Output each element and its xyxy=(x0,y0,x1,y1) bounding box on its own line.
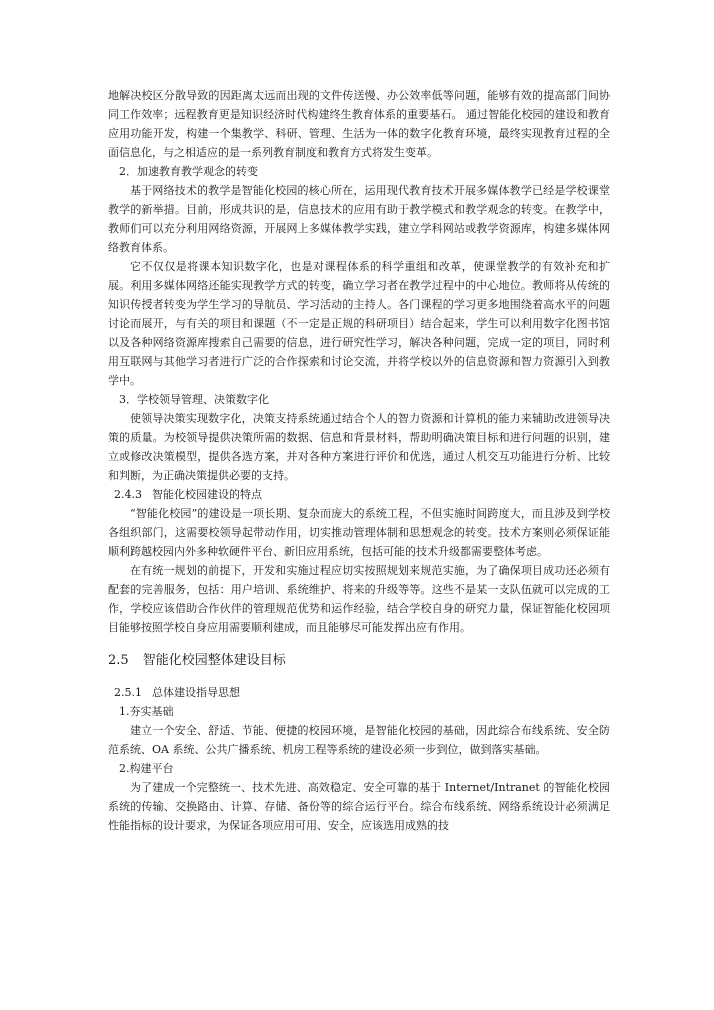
section-title: 智能化校园建设的特点 xyxy=(152,488,262,501)
numbered-heading: 2．加速教育教学观念的转变 xyxy=(119,165,258,178)
section-heading-2-5-1 xyxy=(108,683,610,702)
document-page xyxy=(108,86,610,835)
paragraph: 地解决校区分散导致的因距离太远而出现的文件传送慢、办公效率低等问题，能够有效的提高部门间协同工作效率；远程教育更是知识经济时代构建终生教育体系的重要基石。 通过智能化校园的建设和教育应用功能开发，构建一个集教学、科研、管理、生活为一体的数字化教育环境，最终实现教育过程的全面信息化，与之相适应的是一系列教育制度和教育方式将发生变革。 xyxy=(108,89,610,159)
list-item-heading: 2.构建平台 xyxy=(119,762,174,775)
paragraph: 建立一个安全、舒适、节能、便捷的校园环境，是智能化校园的基础，因此综合布线系统、安全防范系统、OA 系统、公共广播系统、机房工程等系统的建设必须一步到位，做到落实基础。 xyxy=(108,724,610,756)
paragraph: 在有统一规划的前提下，开发和实施过程应切实按照规划来规范实施，为了确保项目成功还必须有配套的完善服务，包括：用户培训、系统维护、将来的升级等等。这些不是某一支队伍就可以完成的工作，学校应该借助合作伙伴的管理规范优势和运作经验，结合学校自身的研究力量，保证智能化校园项目能够按照学校自身应用需要顺利建成，而且能够尽可能发挥出应有作用。 xyxy=(108,564,610,634)
paragraph: “智能化校园”的建设是一项长期、复杂而庞大的系统工程，不但实施时间跨度大，而且涉及到学校各组织部门，这需要校领导起带动作用，切实推动管理体制和思想观念的转变。技术方案则必须保证能顺利跨越校园内外多种软硬件平台、新旧应用系统，包括可能的技术升级都需要整体考虑。 xyxy=(108,507,610,558)
numbered-heading: 3．学校领导管理、决策数字化 xyxy=(119,393,269,406)
section-number: 2.5.1 xyxy=(114,686,142,699)
section-title: 总体建设指导思想 xyxy=(152,686,240,699)
section-heading-2-4-3 xyxy=(108,485,610,504)
section-heading-2-5 xyxy=(108,651,610,670)
section-number: 2.5 xyxy=(108,653,129,668)
section-title: 智能化校园整体建设目标 xyxy=(142,653,286,668)
paragraph: 基于网络技术的教学是智能化校园的核心所在，运用现代教育技术开展多媒体教学已经是学校课堂教学的新举措。目前，形成共识的是，信息技术的应用有助于教学模式和教学观念的转变。在教学中，教师们可以充分利用网络资源，开展网上多媒体教学实践，建立学科网站或教学资源库，构建多媒体网络教育体系。 xyxy=(108,184,610,254)
paragraph: 使领导决策实现数字化，决策支持系统通过结合个人的智力资源和计算机的能力来辅助改进领导决策的质量。为校领导提供决策所需的数据、信息和背景材料，帮助明确决策目标和进行问题的识别，建立或修改决策模型，提供各选方案，并对各种方案进行评价和优选，通过人机交互功能进行分析、比较和判断，为正确决策提供必要的支持。 xyxy=(108,412,610,482)
paragraph: 为了建成一个完整统一、技术先进、高效稳定、安全可靠的基于 Internet/Intranet 的智能化校园系统的传输、交换路由、计算、存储、备份等的综合运行平台。综合布线系统、网络系统设计必须满足性能指标的设计要求，为保证各项应用可用、安全，应该选用成熟的技 xyxy=(108,781,610,832)
list-item-heading: 1.夯实基础 xyxy=(119,705,174,718)
section-number: 2.4.3 xyxy=(114,488,142,501)
paragraph: 它不仅仅是将课本知识数字化，也是对课程体系的科学重组和改革，使课堂教学的有效补充和扩展。利用多媒体网络还能实现教学方式的转变，确立学习者在教学过程中的中心地位。教师将从传统的知识传授者转变为学生学习的导航员、学习活动的主持人。各门课程的学习更多地围绕着高水平的问题讨论而展开，与有关的项目和课题（不一定是正规的科研项目）结合起来，学生可以利用数字化图书馆以及各种网络资源库搜索自己需要的信息，进行研究性学习，解决各种问题，完成一定的项目，同时利用互联网与其他学习者进行广泛的合作探索和讨论交流，并将学校以外的信息资源和智力资源引入到教学中。 xyxy=(108,260,610,387)
